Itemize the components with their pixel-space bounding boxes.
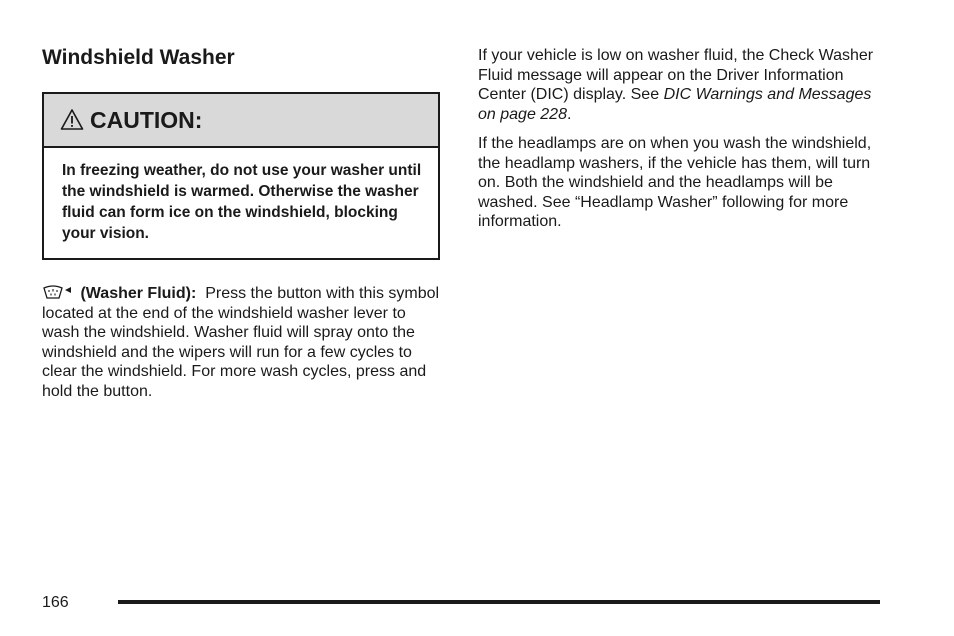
dic-reference: DIC Warnings and Messages on page 228	[478, 86, 872, 123]
reference-period: .	[566, 105, 572, 123]
caution-box	[42, 92, 440, 260]
washer-fluid-text: Press the button with this symbol located at the end of the windshield washer lever to wash the windshield. Washer fluid will spray onto the windshield and the wipers will run for a few cycles to clear the windshield. For more wash cycles, press and hold the button.	[42, 285, 440, 400]
low-fluid-paragraph	[478, 46, 888, 124]
low-fluid-text: If your vehicle is low on washer fluid, the Check Washer Fluid message will appear on the Driver Information Center (DIC) display. See	[478, 47, 874, 103]
washer-fluid-icon	[42, 284, 76, 300]
caution-header	[44, 94, 438, 148]
caution-title: CAUTION:	[90, 106, 203, 133]
headlamp-paragraph: If the headlamps are on when you wash the windshield, the headlamp washers, if the vehicle has them, will turn on. Both the windshield and the headlamps will be washed. See “Headlamp Washer” following for more information.	[478, 135, 872, 230]
washer-fluid-paragraph	[42, 284, 446, 401]
washer-fluid-label: (Washer Fluid):	[80, 285, 197, 302]
warning-triangle-icon	[60, 108, 84, 132]
caution-text: In freezing weather, do not use your washer until the windshield is warmed. Otherwise the washer fluid can form ice on the windshield, blocking your vision.	[62, 162, 422, 242]
left-column	[42, 44, 446, 401]
section-heading: Windshield Washer	[42, 46, 235, 69]
right-column	[478, 46, 888, 232]
page-number: 166	[42, 594, 69, 611]
footer-rule	[118, 600, 880, 604]
